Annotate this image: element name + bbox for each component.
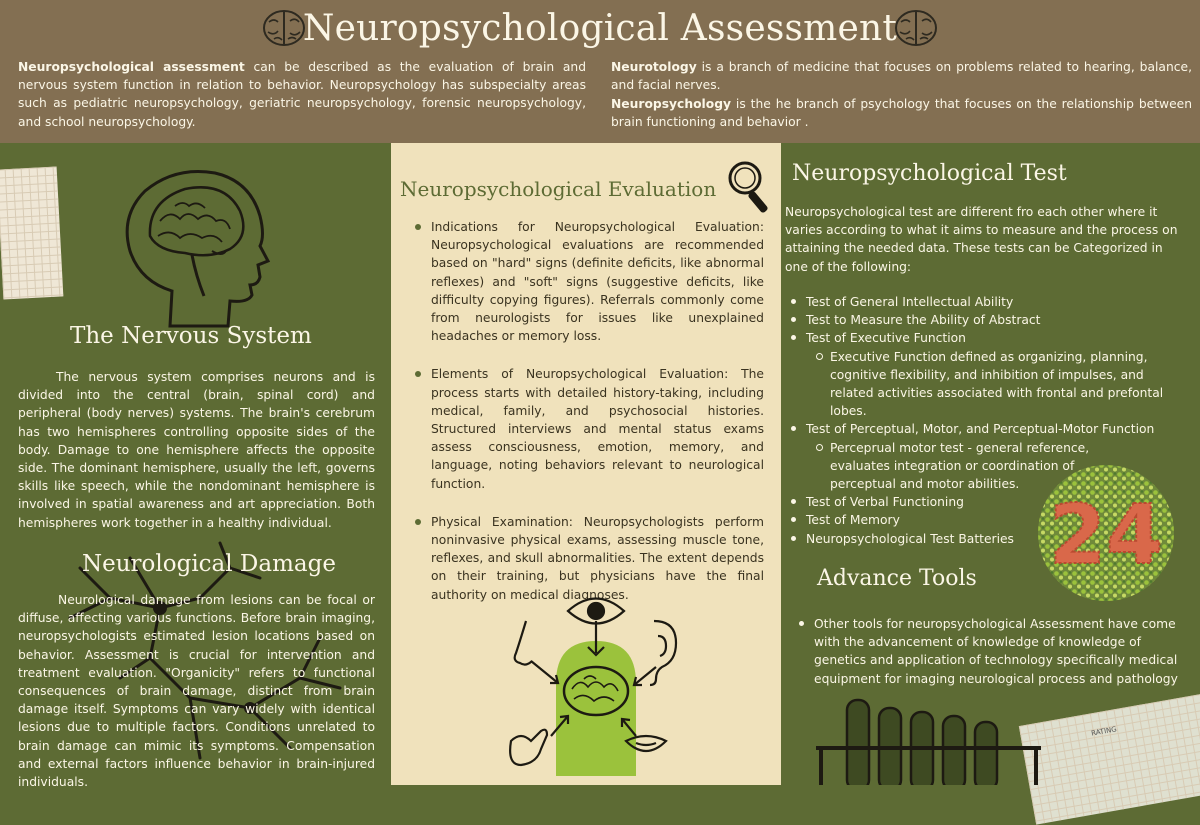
neurological-damage-heading: Neurological Damage [82,551,336,577]
magnifier-icon [721,156,781,216]
senses-brain-diagram [496,591,696,779]
evaluation-heading: Neuropsychological Evaluation [400,177,717,201]
assessment-text: can be described as the evaluation of brain and nervous system function in relation to behavior. Neuropsychology has subspecialty areas such as pediatric neuropsychology, geriatric neuropsychology, forensic neuropsychology, and school neuropsychology. [18,60,586,129]
nervous-system-text: The nervous system comprises neurons and is divided into the central (brain, spinal cord) and peripheral (body nerves) systems. The brain's cerebrum has two hemispheres controlling opposite sides of the body. Damage to one hemisphere affects the opposite side. The dominant hemisphere, usually the left, governs skills like speech, while the nondominant hemisphere is involved in spatial awareness and art appreciation. Both hemispheres work together in a healthy individual. [18,370,375,530]
test-item-label: Test of Perceptual, Motor, and Perceptual-Motor Function [806,422,1155,437]
neuropsychology-term: Neuropsychology [611,97,732,111]
list-item: Physical Examination: Neuropsychologists perform noninvasive physical exams, assessing muscle tone, reflexes, and skull abnormalities. The extent depends on their training, but physicians have the final authority on medical diagnoses. [431,513,764,604]
test-item-label: Test of Memory [806,513,900,528]
test-item-label: Test of Executive Function [806,331,966,346]
header-banner [0,0,1200,143]
test-item-label: Test to Measure the Ability of Abstract [806,313,1041,328]
plate-number: 24 [1048,488,1164,583]
tools-list [814,615,1189,688]
list-item: Indications for Neuropsychological Evaluation: Neuropsychological evaluations are recommended based on "hard" signs (definite deficits, like abnormal reflexes) and "soft" signs (suggestive deficits, like difficulty copying figures). Referrals commonly come from neurologists for issues like unexplained headaches or memory loss. [431,218,764,345]
list-item [806,293,1186,311]
advance-tools-heading: Advance Tools [817,566,977,591]
test-intro-text: Neuropsychological test are different fro each other where it varies according to what it aims to measure and the process on attaining the needed data. These tests can be Categorized in one of the following: [785,205,1178,274]
neuropsychology-definition [611,95,1192,131]
right-column [781,143,1200,785]
list-item: Elements of Neuropsychological Evaluation: The process starts with detailed history-taking, including medical, family, and psychosocial histories. Structured interviews and mental status exams assess consciousness, emotion, memory, and language, noting behaviors relevant to neurological function. [431,365,764,492]
assessment-term: Neuropsychological assessment [18,60,245,74]
sub-list-item: Executive Function defined as organizing, planning, cognitive flexibility, and inhibition of impulses, and related activities associated with frontal and prefontal lobes. [830,348,1186,421]
list-item [806,311,1186,329]
test-item-label: Test of General Intellectual Ability [806,295,1014,309]
brain-icon [894,8,938,48]
assessment-definition [18,58,586,131]
rating-label: RATING [1090,725,1118,738]
color-blindness-plate [1036,463,1176,603]
middle-column [391,143,781,785]
torn-paper-decoration [0,167,63,300]
neurotology-term: Neurotology [611,60,697,74]
evaluation-list [431,218,764,624]
test-heading: Neuropsychological Test [792,161,1067,186]
neurological-damage-text: Neurological damage from lesions can be focal or diffuse, affecting various functions. Before brain imaging, neuropsychologists estimated lesion locations based on behavior. Assessment is crucial for intervention and treatment evaluation. "Organicity" refers to functional consequences of brain damage, distinct from brain damage itself. Symptoms can vary widely with identical lesions due to multiple factors. Conditions unrelated to brain damage can mimic its symptoms. Compensation and external factors influence behavior in brain-injured individuals. [18,593,375,790]
head-brain-illustration [100,161,280,331]
sub-list [806,348,1186,421]
test-tubes-illustration [811,688,1051,785]
neurotology-text: is a branch of medicine that focuses on problems related to hearing, balance, and facial nerves. [611,60,1192,93]
neurotology-definition [611,58,1192,94]
list-item: Other tools for neuropsychological Assessment have come with the advancement of knowledge of knowledge of genetics and application of technology specifically medical equipment for imaging neurological process and pathology [814,615,1189,688]
test-item-label: Test of Verbal Functioning [806,495,964,510]
page-title: Neuropsychological Assessment [302,8,898,49]
nervous-system-heading: The Nervous System [70,323,312,349]
left-column [0,143,391,790]
neuropsychology-text: is the he branch of psychology that focuses on the relationship between brain functioning and behavior . [611,97,1192,130]
list-item [806,329,1186,420]
test-item-label: Neuropsychological Test Batteries [806,531,1014,546]
sub-list-item: Perceprual motor test - general reference, evaluates integration or coordination of perceptual and motor abilities. [830,439,1130,494]
